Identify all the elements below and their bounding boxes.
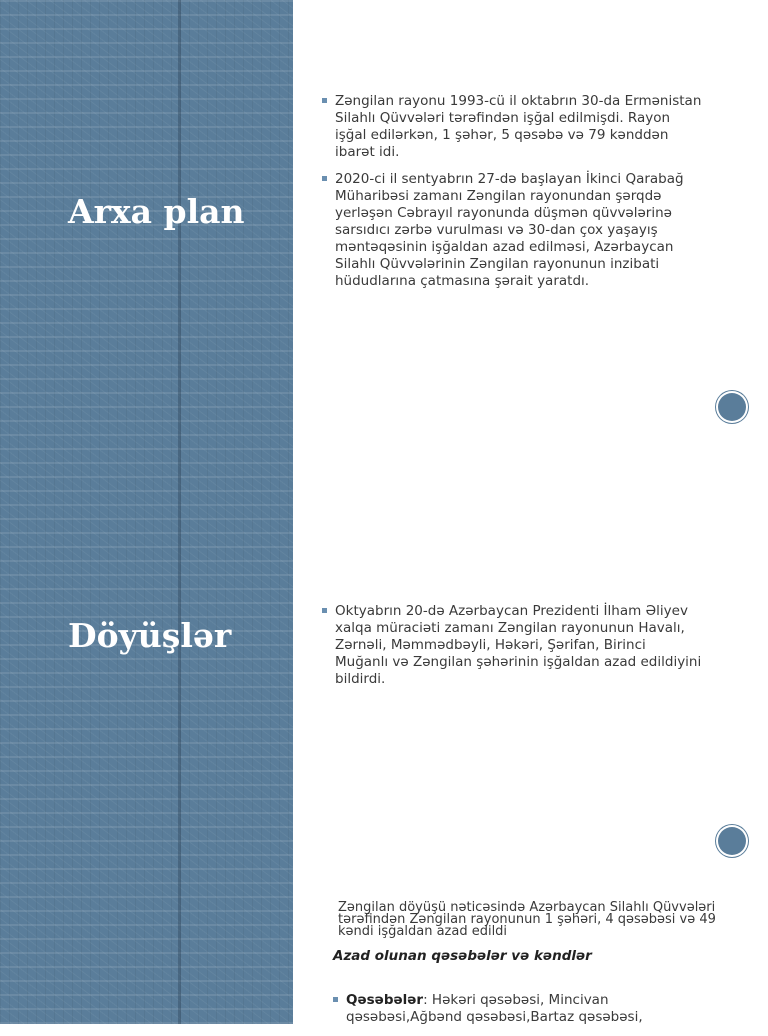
battles-bullet-list bbox=[322, 603, 702, 698]
square-bullet-icon bbox=[322, 176, 327, 181]
list-item bbox=[322, 171, 702, 290]
result-paragraph: Zəngilan döyüşü nəticəsində Azərbaycan Silahlı Qüvvələri tərəfindən Zəngilan rayonunun 1 şəhəri, 4 qəsəbəsi və 49 kəndi işğaldan azad edildi bbox=[338, 900, 716, 939]
settlements-label: Qəsəbələr bbox=[346, 992, 424, 1008]
slide-divider-circle-icon bbox=[718, 393, 746, 421]
square-bullet-icon bbox=[322, 98, 327, 103]
settlements-bullet-list bbox=[333, 992, 723, 1036]
bullet-text: Oktyabrın 20-də Azərbaycan Prezidenti İlham Əliyev xalqa müraciəti zamanı Zəngilan rayonunun Havalı, Zərnəli, Məmmədbəyli, Həkəri, Şərifan, Birinci Muğanlı və Zəngilan şəhərinin işğaldan azad edildiyini bildirdi. bbox=[335, 603, 702, 687]
section-heading-battles: Döyüşlər bbox=[68, 616, 232, 655]
bullet-text: Zəngilan rayonu 1993-cü il oktabrın 30-da Ermənistan Silahlı Qüvvələri tərəfindən işğal edilmişdi. Rayon işğal edilərkən, 1 şəhər, 5 qəsəbə və 79 kənddən ibarət idi. bbox=[335, 93, 702, 160]
slide-divider-circle-icon bbox=[718, 827, 746, 855]
panel-seam bbox=[178, 0, 181, 1024]
liberated-settlements-subheading: Azad olunan qəsəbələr və kəndlər bbox=[333, 948, 592, 964]
background-bullet-list bbox=[322, 93, 702, 300]
square-bullet-icon bbox=[333, 997, 338, 1002]
list-item bbox=[333, 992, 723, 1026]
section-heading-background: Arxa plan bbox=[68, 192, 245, 231]
list-item bbox=[322, 603, 702, 688]
left-textured-panel bbox=[0, 0, 293, 1024]
bullet-text: 2020-ci il sentyabrın 27-də başlayan İkinci Qarabağ Müharibəsi zamanı Zəngilan rayonundan şərqdə yerləşən Cəbrayıl rayonunda düşmən qüvvələrinə sarsıdıcı zərbə vurulması və 30-dan çox yaşayış məntəqəsinin işğaldan azad edilməsi, Azərbaycan Silahlı Qüvvələrinin Zəngilan rayonunun inzibati hüdudlarına çatmasına şərait yaratdı. bbox=[335, 171, 684, 289]
square-bullet-icon bbox=[322, 608, 327, 613]
settlements-text: : Həkəri qəsəbəsi, Mincivan qəsəbəsi,Ağbənd qəsəbəsi,Bartaz qəsəbəsi, bbox=[346, 992, 643, 1025]
list-item bbox=[322, 93, 702, 161]
